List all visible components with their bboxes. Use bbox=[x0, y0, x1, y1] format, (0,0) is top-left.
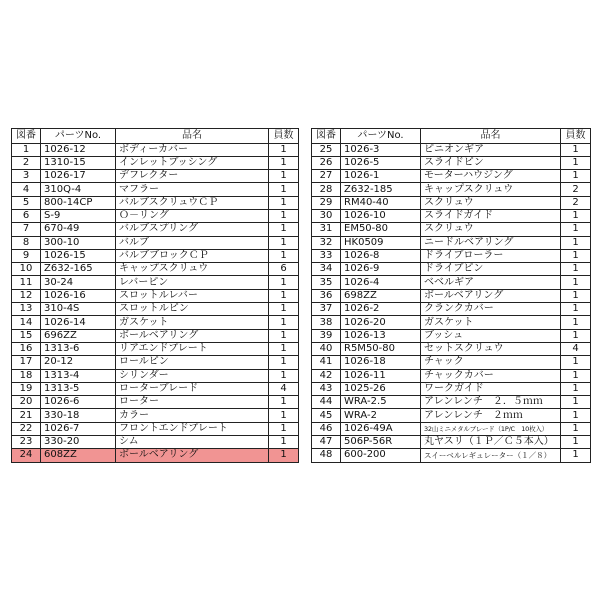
cell-part-number: 1026-20 bbox=[341, 316, 421, 329]
table-row bbox=[312, 289, 591, 302]
table-row bbox=[312, 396, 591, 409]
cell-quantity: 1 bbox=[561, 276, 591, 289]
cell-part-number: RM40-40 bbox=[341, 196, 421, 209]
cell-quantity: 1 bbox=[269, 143, 299, 156]
cell-part-number: 20-12 bbox=[41, 356, 116, 369]
cell-part-name: ローターブレード bbox=[116, 382, 269, 395]
table-row bbox=[12, 422, 299, 435]
cell-no: 47 bbox=[312, 436, 341, 449]
cell-no: 26 bbox=[312, 156, 341, 169]
cell-quantity: 1 bbox=[561, 289, 591, 302]
cell-part-number: 1310-15 bbox=[41, 156, 116, 169]
table-row bbox=[12, 449, 299, 462]
cell-part-name: セットスクリュウ bbox=[421, 342, 561, 355]
table-row bbox=[312, 382, 591, 395]
cell-no: 17 bbox=[12, 356, 41, 369]
table-row bbox=[12, 170, 299, 183]
cell-no: 7 bbox=[12, 223, 41, 236]
cell-quantity: 1 bbox=[561, 156, 591, 169]
cell-part-number: WRA-2 bbox=[341, 409, 421, 422]
cell-part-name: バルブ bbox=[116, 236, 269, 249]
table-row bbox=[12, 263, 299, 276]
cell-quantity: 1 bbox=[561, 356, 591, 369]
cell-quantity: 1 bbox=[269, 396, 299, 409]
cell-no: 1 bbox=[12, 143, 41, 156]
header-qty: 員数 bbox=[269, 129, 299, 144]
cell-part-number: 670-49 bbox=[41, 223, 116, 236]
table-row bbox=[12, 369, 299, 382]
cell-part-number: HK0509 bbox=[341, 236, 421, 249]
cell-part-number: 1025-26 bbox=[341, 382, 421, 395]
cell-part-number: 1026-49A bbox=[341, 422, 421, 435]
cell-quantity: 1 bbox=[561, 249, 591, 262]
header-no: 図番 bbox=[312, 129, 341, 144]
table-row bbox=[12, 289, 299, 302]
cell-no: 5 bbox=[12, 196, 41, 209]
cell-no: 43 bbox=[312, 382, 341, 395]
cell-part-name: チャック bbox=[421, 356, 561, 369]
cell-no: 25 bbox=[312, 143, 341, 156]
cell-no: 35 bbox=[312, 276, 341, 289]
cell-part-number: 300-10 bbox=[41, 236, 116, 249]
header-qty: 員数 bbox=[561, 129, 591, 144]
cell-quantity: 1 bbox=[269, 276, 299, 289]
cell-part-number: 1026-2 bbox=[341, 303, 421, 316]
cell-part-name: スクリュウ bbox=[421, 196, 561, 209]
cell-no: 22 bbox=[12, 422, 41, 435]
cell-no: 28 bbox=[312, 183, 341, 196]
cell-no: 39 bbox=[312, 329, 341, 342]
cell-part-name: シム bbox=[116, 436, 269, 449]
cell-quantity: 1 bbox=[269, 329, 299, 342]
cell-part-name: スライドピン bbox=[421, 156, 561, 169]
cell-quantity: 1 bbox=[561, 396, 591, 409]
cell-no: 20 bbox=[12, 396, 41, 409]
table-row bbox=[12, 276, 299, 289]
cell-quantity: 1 bbox=[269, 289, 299, 302]
cell-no: 44 bbox=[312, 396, 341, 409]
cell-part-name: ボールベアリング bbox=[116, 329, 269, 342]
cell-part-name: バルブスクリュウＣＰ bbox=[116, 196, 269, 209]
cell-part-number: 1026-15 bbox=[41, 249, 116, 262]
cell-part-name: アレンレンチ ２．５ｍｍ bbox=[421, 396, 561, 409]
table-row bbox=[12, 329, 299, 342]
cell-part-number: Z632-165 bbox=[41, 263, 116, 276]
cell-no: 12 bbox=[12, 289, 41, 302]
cell-part-number: 1026-3 bbox=[341, 143, 421, 156]
cell-part-name: ロールピン bbox=[116, 356, 269, 369]
cell-no: 14 bbox=[12, 316, 41, 329]
table-row bbox=[12, 143, 299, 156]
cell-quantity: 1 bbox=[269, 342, 299, 355]
cell-no: 32 bbox=[312, 236, 341, 249]
cell-no: 6 bbox=[12, 209, 41, 222]
cell-quantity: 1 bbox=[269, 209, 299, 222]
cell-part-number: 330-20 bbox=[41, 436, 116, 449]
table-row bbox=[312, 183, 591, 196]
cell-quantity: 1 bbox=[269, 369, 299, 382]
cell-part-name: ローター bbox=[116, 396, 269, 409]
table-row bbox=[312, 156, 591, 169]
table-row bbox=[12, 316, 299, 329]
table-row bbox=[12, 183, 299, 196]
header-name: 品名 bbox=[421, 129, 561, 144]
cell-part-number: 800-14CP bbox=[41, 196, 116, 209]
cell-quantity: 2 bbox=[561, 183, 591, 196]
cell-part-name: インレットブッシング bbox=[116, 156, 269, 169]
cell-part-name: シリンダー bbox=[116, 369, 269, 382]
cell-part-number: R5M50-80 bbox=[341, 342, 421, 355]
cell-no: 3 bbox=[12, 170, 41, 183]
table-row bbox=[312, 449, 591, 462]
cell-no: 46 bbox=[312, 422, 341, 435]
cell-part-number: 1026-16 bbox=[41, 289, 116, 302]
cell-no: 33 bbox=[312, 249, 341, 262]
cell-no: 34 bbox=[312, 263, 341, 276]
table-row bbox=[12, 196, 299, 209]
table-row bbox=[12, 382, 299, 395]
cell-part-name: ブッシュ bbox=[421, 329, 561, 342]
cell-no: 19 bbox=[12, 382, 41, 395]
cell-no: 4 bbox=[12, 183, 41, 196]
table-row bbox=[312, 263, 591, 276]
cell-quantity: 1 bbox=[269, 356, 299, 369]
cell-part-number: WRA-2.5 bbox=[341, 396, 421, 409]
cell-quantity: 1 bbox=[269, 409, 299, 422]
cell-part-name: ガスケット bbox=[421, 316, 561, 329]
cell-no: 18 bbox=[12, 369, 41, 382]
table-row bbox=[12, 223, 299, 236]
cell-no: 2 bbox=[12, 156, 41, 169]
header-part: パーツNo. bbox=[41, 129, 116, 144]
cell-part-name: アレンレンチ ２ｍｍ bbox=[421, 409, 561, 422]
cell-quantity: 1 bbox=[561, 422, 591, 435]
cell-part-name: ベベルギア bbox=[421, 276, 561, 289]
table-row bbox=[312, 143, 591, 156]
table-row bbox=[312, 316, 591, 329]
cell-quantity: 1 bbox=[561, 369, 591, 382]
cell-part-number: EM50-80 bbox=[341, 223, 421, 236]
cell-quantity: 1 bbox=[269, 436, 299, 449]
cell-part-number: 698ZZ bbox=[341, 289, 421, 302]
table-row bbox=[12, 303, 299, 316]
cell-part-number: 1026-7 bbox=[41, 422, 116, 435]
table-row bbox=[12, 396, 299, 409]
cell-no: 23 bbox=[12, 436, 41, 449]
cell-part-name: バルブスプリング bbox=[116, 223, 269, 236]
cell-part-number: 30-24 bbox=[41, 276, 116, 289]
cell-part-name: ニードルベアリング bbox=[421, 236, 561, 249]
cell-part-name: スクリュウ bbox=[421, 223, 561, 236]
table-row bbox=[312, 303, 591, 316]
cell-quantity: 1 bbox=[269, 183, 299, 196]
cell-quantity: 1 bbox=[269, 236, 299, 249]
cell-no: 10 bbox=[12, 263, 41, 276]
cell-part-number: 506P-56R bbox=[341, 436, 421, 449]
cell-no: 16 bbox=[12, 342, 41, 355]
cell-quantity: 1 bbox=[561, 303, 591, 316]
cell-quantity: 1 bbox=[561, 436, 591, 449]
cell-quantity: 1 bbox=[561, 170, 591, 183]
parts-table-left bbox=[11, 128, 299, 463]
table-row bbox=[12, 209, 299, 222]
cell-no: 11 bbox=[12, 276, 41, 289]
cell-quantity: 1 bbox=[269, 223, 299, 236]
cell-part-name: バルブブロックＣＰ bbox=[116, 249, 269, 262]
cell-quantity: 1 bbox=[269, 316, 299, 329]
cell-no: 9 bbox=[12, 249, 41, 262]
table-row bbox=[12, 236, 299, 249]
cell-quantity: 1 bbox=[561, 409, 591, 422]
cell-quantity: 1 bbox=[269, 422, 299, 435]
cell-no: 41 bbox=[312, 356, 341, 369]
table-row bbox=[312, 356, 591, 369]
cell-quantity: 1 bbox=[561, 329, 591, 342]
cell-no: 48 bbox=[312, 449, 341, 462]
table-row bbox=[12, 342, 299, 355]
table-header-row bbox=[312, 129, 591, 144]
cell-part-name: ボディーカバー bbox=[116, 143, 269, 156]
cell-no: 31 bbox=[312, 223, 341, 236]
cell-part-name: キャップスクリュウ bbox=[421, 183, 561, 196]
parts-table-right bbox=[311, 128, 591, 463]
cell-part-number: 1026-12 bbox=[41, 143, 116, 156]
table-row bbox=[312, 249, 591, 262]
cell-no: 15 bbox=[12, 329, 41, 342]
cell-part-number: 1313-6 bbox=[41, 342, 116, 355]
cell-quantity: 1 bbox=[269, 156, 299, 169]
cell-part-name: 丸ヤスリ（１Ｐ／Ｃ５本入） bbox=[421, 436, 561, 449]
cell-part-name: モーターハウジング bbox=[421, 170, 561, 183]
cell-part-number: 1026-14 bbox=[41, 316, 116, 329]
cell-part-number: S-9 bbox=[41, 209, 116, 222]
cell-part-number: 1026-6 bbox=[41, 396, 116, 409]
cell-quantity: 1 bbox=[561, 382, 591, 395]
cell-no: 38 bbox=[312, 316, 341, 329]
table-header-row bbox=[12, 129, 299, 144]
cell-no: 42 bbox=[312, 369, 341, 382]
table-row bbox=[312, 369, 591, 382]
cell-part-number: 1026-9 bbox=[341, 263, 421, 276]
cell-part-number: 1026-8 bbox=[341, 249, 421, 262]
cell-quantity: 1 bbox=[269, 303, 299, 316]
cell-part-number: 310Q-4 bbox=[41, 183, 116, 196]
table-row bbox=[312, 436, 591, 449]
table-row bbox=[12, 409, 299, 422]
cell-part-name: スロットルレバー bbox=[116, 289, 269, 302]
cell-part-number: 1313-4 bbox=[41, 369, 116, 382]
cell-part-number: 1026-4 bbox=[341, 276, 421, 289]
cell-no: 36 bbox=[312, 289, 341, 302]
cell-no: 21 bbox=[12, 409, 41, 422]
cell-no: 45 bbox=[312, 409, 341, 422]
table-row bbox=[312, 196, 591, 209]
table-row bbox=[312, 236, 591, 249]
cell-part-name: ボールベアリング bbox=[421, 289, 561, 302]
cell-quantity: 4 bbox=[269, 382, 299, 395]
cell-part-name: スイーベルレギュレーター（１／８） bbox=[421, 449, 561, 462]
cell-quantity: 1 bbox=[561, 143, 591, 156]
cell-part-name: ドライブローラー bbox=[421, 249, 561, 262]
cell-quantity: 1 bbox=[561, 263, 591, 276]
cell-part-name: レバーピン bbox=[116, 276, 269, 289]
cell-part-name: スロットルピン bbox=[116, 303, 269, 316]
table-row bbox=[312, 409, 591, 422]
cell-part-name: リアエンドプレート bbox=[116, 342, 269, 355]
table-row bbox=[312, 422, 591, 435]
cell-part-name: カラー bbox=[116, 409, 269, 422]
cell-quantity: 4 bbox=[561, 342, 591, 355]
cell-part-number: 696ZZ bbox=[41, 329, 116, 342]
table-row bbox=[312, 170, 591, 183]
cell-part-name: Ｏ－リング bbox=[116, 209, 269, 222]
table-row bbox=[312, 329, 591, 342]
cell-part-number: 1026-5 bbox=[341, 156, 421, 169]
table-row bbox=[12, 156, 299, 169]
cell-part-name: マフラー bbox=[116, 183, 269, 196]
cell-part-name: ピニオンギア bbox=[421, 143, 561, 156]
table-row bbox=[12, 356, 299, 369]
cell-no: 37 bbox=[312, 303, 341, 316]
table-row bbox=[312, 209, 591, 222]
cell-part-number: 1313-5 bbox=[41, 382, 116, 395]
cell-part-number: 330-18 bbox=[41, 409, 116, 422]
cell-quantity: 1 bbox=[561, 209, 591, 222]
cell-no: 27 bbox=[312, 170, 341, 183]
cell-no: 40 bbox=[312, 342, 341, 355]
cell-quantity: 1 bbox=[269, 249, 299, 262]
cell-part-name: ガスケット bbox=[116, 316, 269, 329]
cell-quantity: 1 bbox=[561, 236, 591, 249]
header-part: パーツNo. bbox=[341, 129, 421, 144]
cell-no: 30 bbox=[312, 209, 341, 222]
cell-quantity: 1 bbox=[269, 449, 299, 462]
cell-no: 13 bbox=[12, 303, 41, 316]
cell-no: 24 bbox=[12, 449, 41, 462]
cell-part-name: チャックカバー bbox=[421, 369, 561, 382]
cell-part-name: クランクカバー bbox=[421, 303, 561, 316]
cell-part-number: 1026-1 bbox=[341, 170, 421, 183]
cell-no: 29 bbox=[312, 196, 341, 209]
table-row bbox=[12, 436, 299, 449]
cell-quantity: 1 bbox=[561, 449, 591, 462]
table-row bbox=[312, 223, 591, 236]
cell-part-number: 1026-18 bbox=[341, 356, 421, 369]
cell-part-name: スライドガイド bbox=[421, 209, 561, 222]
header-name: 品名 bbox=[116, 129, 269, 144]
cell-part-number: 310-4S bbox=[41, 303, 116, 316]
cell-quantity: 2 bbox=[561, 196, 591, 209]
cell-part-name: 32山ミニメタルブレード（1P/C 10枚入） bbox=[421, 422, 561, 435]
cell-part-number: 600-200 bbox=[341, 449, 421, 462]
cell-part-name: ワークガイド bbox=[421, 382, 561, 395]
cell-part-name: ボールベアリング bbox=[116, 449, 269, 462]
cell-part-name: ドライブピン bbox=[421, 263, 561, 276]
cell-quantity: 1 bbox=[561, 316, 591, 329]
cell-part-name: デフレクター bbox=[116, 170, 269, 183]
cell-part-number: Z632-185 bbox=[341, 183, 421, 196]
cell-part-name: キャップスクリュウ bbox=[116, 263, 269, 276]
header-no: 図番 bbox=[12, 129, 41, 144]
cell-quantity: 1 bbox=[269, 170, 299, 183]
table-row bbox=[12, 249, 299, 262]
cell-part-name: フロントエンドプレート bbox=[116, 422, 269, 435]
cell-part-number: 1026-10 bbox=[341, 209, 421, 222]
cell-quantity: 1 bbox=[269, 196, 299, 209]
table-row bbox=[312, 342, 591, 355]
cell-part-number: 608ZZ bbox=[41, 449, 116, 462]
table-row bbox=[312, 276, 591, 289]
cell-no: 8 bbox=[12, 236, 41, 249]
cell-part-number: 1026-11 bbox=[341, 369, 421, 382]
cell-part-number: 1026-17 bbox=[41, 170, 116, 183]
cell-part-number: 1026-13 bbox=[341, 329, 421, 342]
cell-quantity: 6 bbox=[269, 263, 299, 276]
cell-quantity: 1 bbox=[561, 223, 591, 236]
